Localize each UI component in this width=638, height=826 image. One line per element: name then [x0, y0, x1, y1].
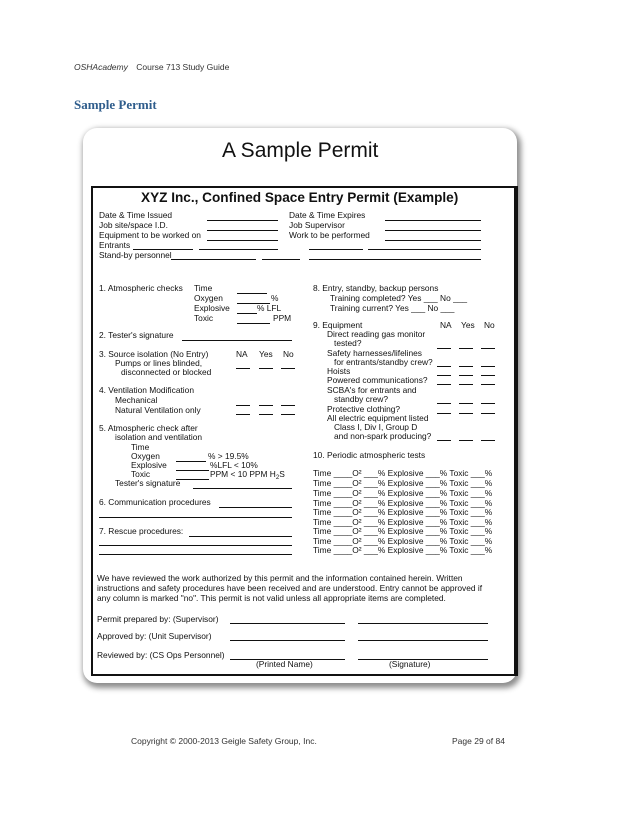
- s9-item: standby crew?: [334, 394, 388, 404]
- statement-line: We have reviewed the work authorized by this permit and the information contained herein. Written: [97, 573, 463, 583]
- s3-no: No: [283, 349, 294, 359]
- s8-line-b: Training current? Yes ___ No ___: [330, 303, 455, 313]
- s2-label: 2. Tester's signature: [99, 330, 174, 340]
- s10-label: 10. Periodic atmospheric tests: [313, 450, 426, 460]
- s10-row: Time ____O² ___% Explosive ___% Toxic ___%: [313, 536, 493, 546]
- s5-toxic: Toxic: [131, 469, 151, 479]
- s9-item: SCBA's for entrants and: [327, 385, 417, 395]
- s1-ppm: PPM: [273, 313, 292, 323]
- s9-no: No: [484, 320, 495, 330]
- field-equipment: Equipment to be worked on: [99, 230, 201, 240]
- field-entrants: Entrants: [99, 240, 131, 250]
- form-title: XYZ Inc., Confined Space Entry Permit (Example): [141, 190, 459, 205]
- s9-item: Hoists: [327, 366, 351, 376]
- s9-item: Class I, Div I, Group D: [334, 422, 418, 432]
- s10-row: Time ____O² ___% Explosive ___% Toxic ___%: [313, 507, 493, 517]
- s1-explosive: Explosive: [194, 303, 230, 313]
- field-date-issued: Date & Time Issued: [99, 210, 173, 220]
- org-name: OSHAcademy: [74, 62, 128, 72]
- s5-oxygen: Oxygen: [131, 451, 160, 461]
- section-title: Sample Permit: [74, 97, 157, 112]
- field-date-expires: Date & Time Expires: [289, 210, 366, 220]
- prepared-by-label: Permit prepared by: (Supervisor): [97, 614, 219, 624]
- approved-by-label: Approved by: (Unit Supervisor): [97, 631, 212, 641]
- s4-label: 4. Ventilation Modification: [99, 385, 194, 395]
- s6-label: 6. Communication procedures: [99, 497, 211, 507]
- s1-oxygen: Oxygen: [194, 293, 223, 303]
- s1-time: Time: [194, 283, 213, 293]
- s1-pct: %: [271, 293, 279, 303]
- s5-oxygen-val: % > 19.5%: [208, 451, 249, 461]
- statement-line: instructions and safety procedures have been received and are understood. Entry cannot be approved if: [97, 583, 483, 593]
- s10-row: Time ____O² ___% Explosive ___% Toxic ___%: [313, 517, 493, 527]
- header-line: [74, 62, 229, 72]
- s9-label: 9. Equipment: [313, 320, 363, 330]
- s8-label: 8. Entry, standby, backup persons: [313, 283, 439, 293]
- s3-na: NA: [236, 349, 248, 359]
- s9-item: tested?: [334, 338, 362, 348]
- s3-label: 3. Source isolation (No Entry): [99, 349, 209, 359]
- field-standby: Stand-by personnel: [99, 250, 172, 260]
- s5-line-a: isolation and ventilation: [115, 432, 203, 442]
- s3-line-b: disconnected or blocked: [121, 367, 212, 377]
- s7-label: 7. Rescue procedures:: [99, 526, 184, 536]
- s9-item: Direct reading gas monitor: [327, 329, 426, 339]
- s4-line-b: Natural Ventilation only: [115, 405, 201, 415]
- s10-row: Time ____O² ___% Explosive ___% Toxic ___%: [313, 498, 493, 508]
- s9-item: All electric equipment listed: [327, 413, 429, 423]
- printed-name-caption: (Printed Name): [256, 659, 313, 669]
- s3-yes: Yes: [259, 349, 273, 359]
- s5-toxic-val: PPM < 10 PPM $H_2S$: [210, 469, 285, 481]
- permit-title: A Sample Permit: [222, 139, 379, 162]
- s10-row: Time ____O² ___% Explosive ___% Toxic ___%: [313, 545, 493, 555]
- s9-yes: Yes: [461, 320, 475, 330]
- s1-toxic: Toxic: [194, 313, 214, 323]
- footer-copyright: Copyright © 2000-2013 Geigle Safety Group, Inc.: [131, 736, 317, 746]
- s3-line-a: Pumps or lines blinded,: [115, 358, 203, 368]
- s5-explosive-val: %LFL < 10%: [210, 460, 258, 470]
- s10-row: Time ____O² ___% Explosive ___% Toxic ___%: [313, 526, 493, 536]
- s9-item: and non-spark producing?: [334, 431, 432, 441]
- s1-label: 1. Atmospheric checks: [99, 283, 183, 293]
- s1-lfl: % LFL: [257, 303, 282, 313]
- course-name: Course 713 Study Guide: [136, 62, 230, 72]
- field-job-site: Job site/space I.D.: [99, 220, 168, 230]
- s10-row: Time ____O² ___% Explosive ___% Toxic ___%: [313, 488, 493, 498]
- s10-row: Time ____O² ___% Explosive ___% Toxic ___%: [313, 468, 493, 478]
- s5-tester-sig: Tester's signature: [115, 478, 181, 488]
- signature-caption: (Signature): [389, 659, 431, 669]
- field-work-performed: Work to be performed: [289, 230, 370, 240]
- s8-line-a: Training completed? Yes ___ No ___: [330, 293, 468, 303]
- field-job-supervisor: Job Supervisor: [289, 220, 345, 230]
- s10-row: Time ____O² ___% Explosive ___% Toxic ___%: [313, 478, 493, 488]
- s5-time: Time: [131, 442, 150, 452]
- s4-line-a: Mechanical: [115, 395, 158, 405]
- statement-line: any column is marked "no". This permit is not valid unless all appropriate items are completed.: [97, 593, 446, 603]
- s9-item: Powered communications?: [327, 375, 428, 385]
- s9-item: Safety harnesses/lifelines: [327, 348, 422, 358]
- reviewed-by-label: Reviewed by: (CS Ops Personnel): [97, 650, 225, 660]
- s5-explosive: Explosive: [131, 460, 167, 470]
- s5-label: 5. Atmospheric check after: [99, 423, 198, 433]
- s9-na: NA: [440, 320, 452, 330]
- s9-item: Protective clothing?: [327, 404, 401, 414]
- s9-item: for entrants/standby crew?: [334, 357, 433, 367]
- footer-page: Page 29 of 84: [452, 736, 505, 746]
